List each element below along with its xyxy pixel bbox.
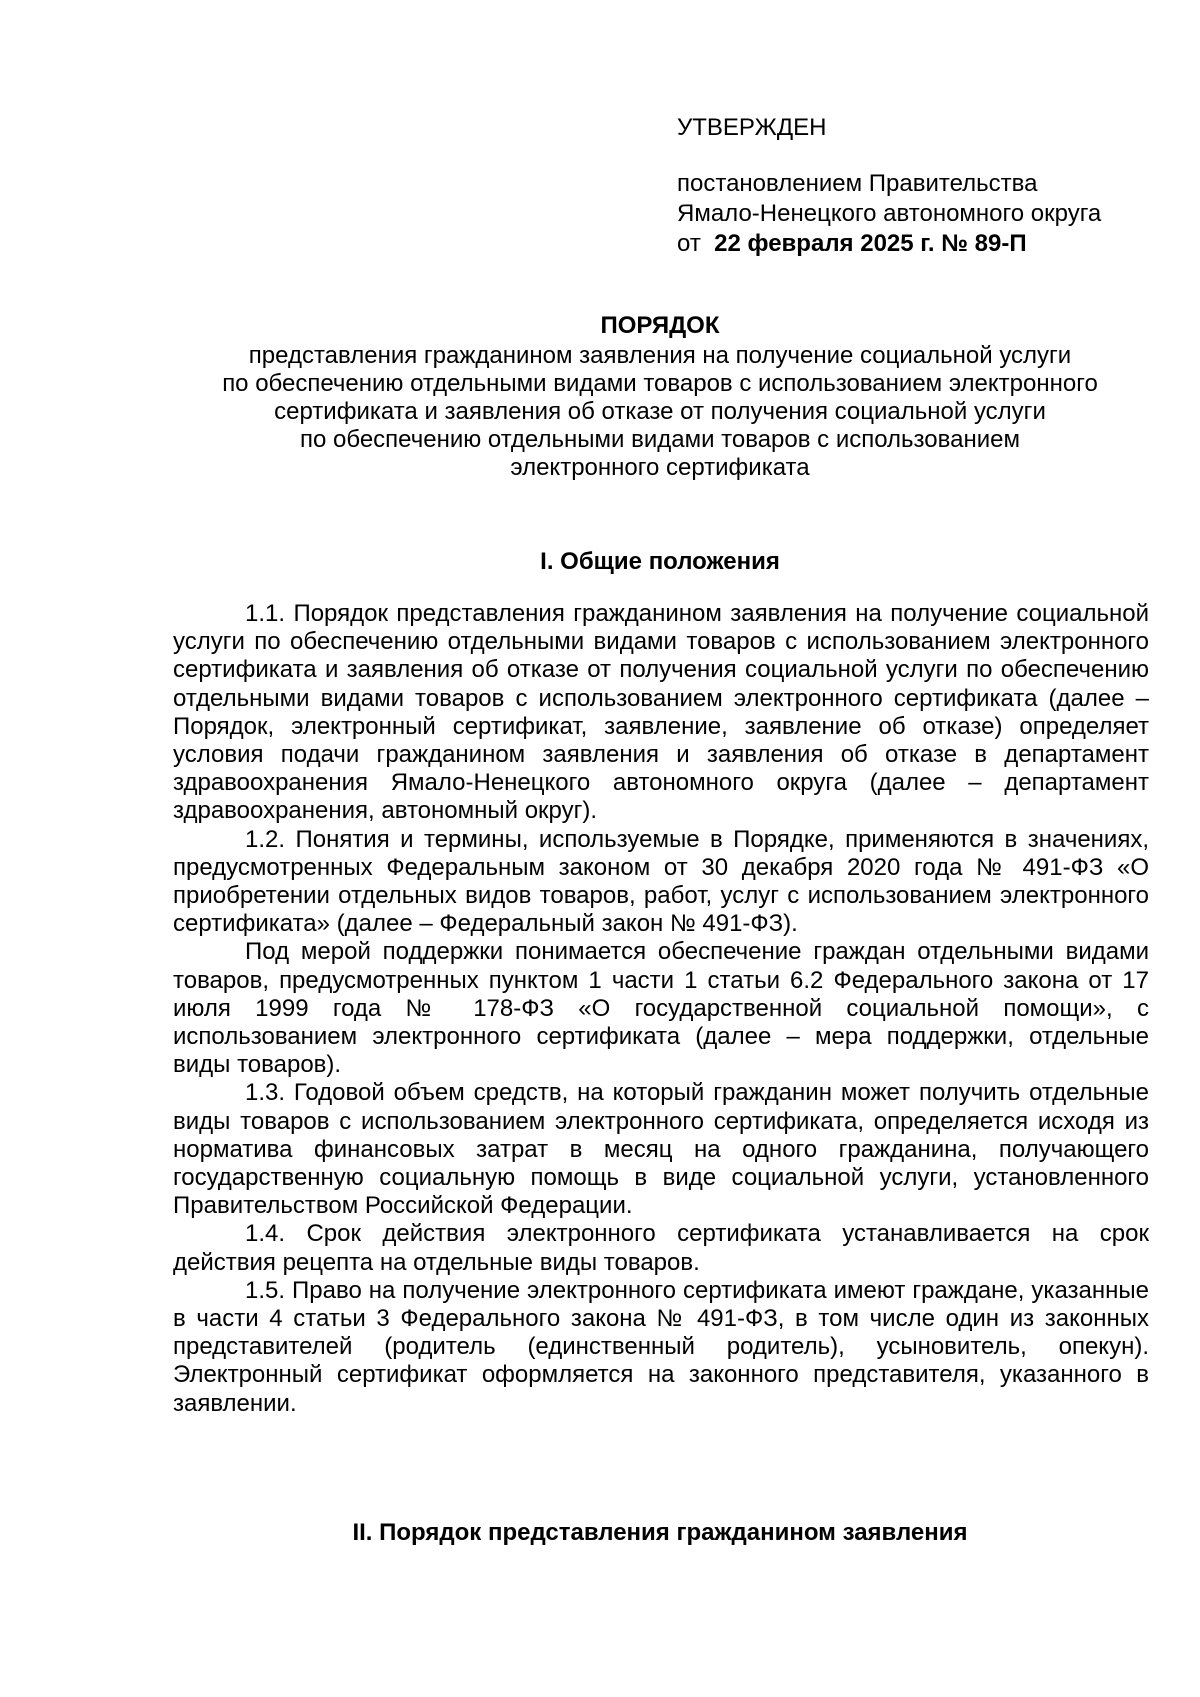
approval-date-value: 22 февраля 2025 г. № 89-П: [714, 230, 1027, 257]
document-subtitle-line: сертификата и заявления об отказе от получения социальной услуги: [274, 398, 1046, 425]
approval-label: УТВЕРЖДЕН: [677, 114, 827, 141]
section-heading-general: I. Общие положения: [540, 548, 780, 575]
paragraph-1-2: 1.2. Понятия и термины, используемые в Порядке, применяются в значениях, предусмотренных Федеральным законом от 30 декабря 2020 года № 491-ФЗ «О приобретении отдельных видов товаров, работ, услуг с использованием электронного сертификата» (далее – Федеральный закон № 491-ФЗ).: [173, 825, 1149, 938]
approval-date: [677, 229, 1157, 259]
document-title-block: [140, 312, 1180, 482]
approval-stamp: [677, 113, 1157, 259]
section-heading-procedure: II. Порядок представления гражданином заявления: [352, 1519, 968, 1546]
approval-line-2: Ямало-Ненецкого автономного округа: [677, 200, 1102, 227]
document-title: ПОРЯДОК: [600, 312, 720, 339]
paragraph-1-5: 1.5. Право на получение электронного сертификата имеют граждане, указанные в части 4 статьи 3 Федерального закона № 491-ФЗ, в том числе один из законных представителей (родитель (единственный родитель), усыновитель, опекун). Электронный сертификат оформляется на законного представителя, указанного в заявлении.: [173, 1276, 1149, 1417]
section-general-body: [173, 600, 1149, 1418]
document-subtitle-line: по обеспечению отдельными видами товаров с использованием: [300, 426, 1020, 453]
paragraph-1-1: 1.1. Порядок представления гражданином заявления на получение социальной услуги по обеспечению отдельными видами товаров с использованием электронного сертификата и заявления об отказе от получения социальной услуги по обеспечению отдельными видами товаров с использованием электронного сертификата (далее – Порядок, электронный сертификат, заявление, заявление об отказе) определяет условия подачи гражданином заявления и заявления об отказе в департамент здравоохранения Ямало-Ненецкого автономного округа (далее – департамент здравоохранения, автономный округ).: [173, 600, 1149, 825]
document-subtitle-line: по обеспечению отдельными видами товаров с использованием электронного: [222, 370, 1098, 397]
paragraph-1-4: 1.4. Срок действия электронного сертификата устанавливается на срок действия рецепта на отдельные виды товаров.: [173, 1220, 1149, 1276]
document-subtitle-line: электронного сертификата: [510, 454, 810, 481]
document-subtitle-line: представления гражданином заявления на получение социальной услуги: [248, 342, 1072, 369]
paragraph-support-measure: Под мерой поддержки понимается обеспечение граждан отдельными видами товаров, предусмотренных пунктом 1 части 1 статьи 6.2 Федерального закона от 17 июля 1999 года № 178-ФЗ «О государственной социальной помощи», с использованием электронного сертификата (далее – мера поддержки, отдельные виды товаров).: [173, 938, 1149, 1079]
approval-date-prefix: от: [677, 230, 701, 257]
paragraph-1-3: 1.3. Годовой объем средств, на который гражданин может получить отдельные виды товаров с использованием электронного сертификата, определяется исходя из норматива финансовых затрат в месяц на одного гражданина, получающего государственную социальную помощь в виде социальной услуги, установленного Правительством Российской Федерации.: [173, 1079, 1149, 1220]
approval-line-1: постановлением Правительства: [677, 170, 1038, 197]
